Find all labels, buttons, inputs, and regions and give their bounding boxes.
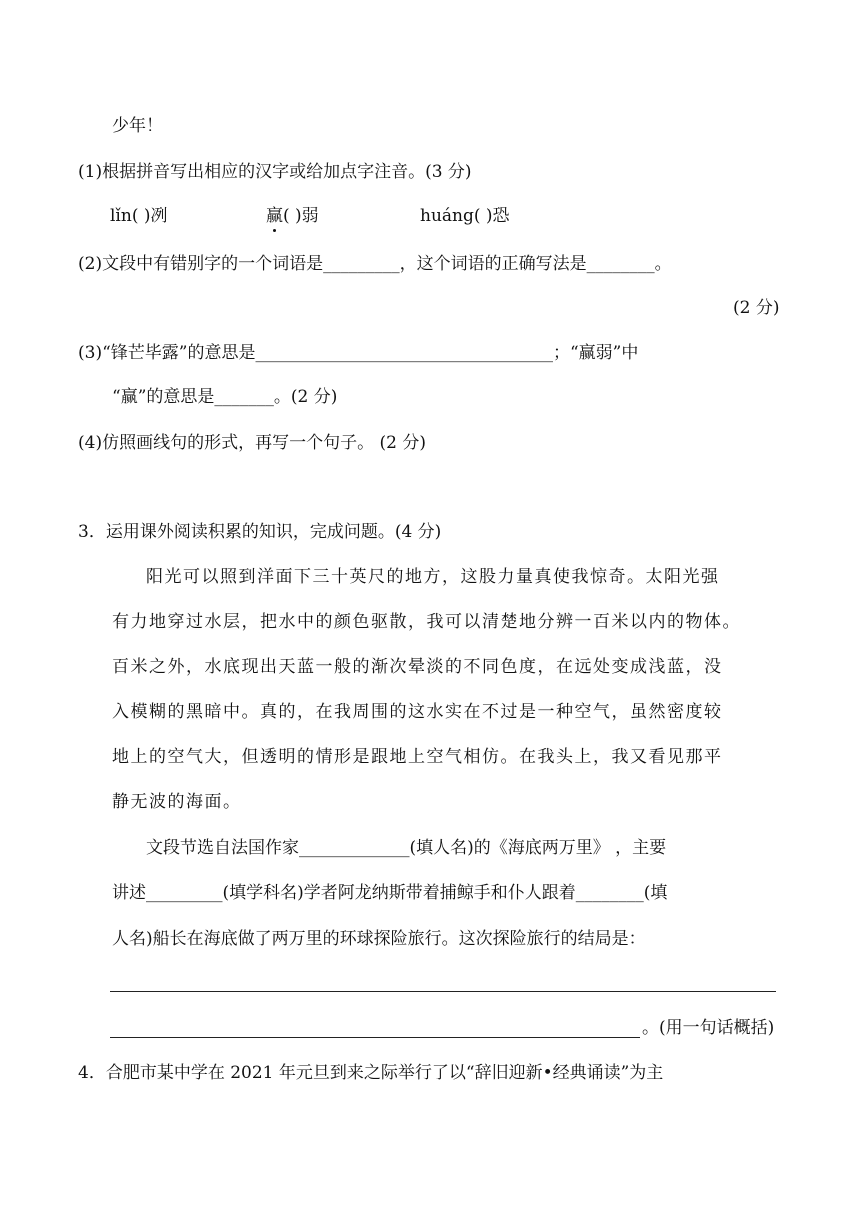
q2-sub2-score: (2 分) bbox=[733, 298, 780, 318]
q2-sub2-prompt: (2)文段中有错别字的一个词语是_________，这个词语的正确写法是________。 bbox=[78, 254, 672, 274]
q3-fill-line: 文段节选自法国作家_____________(填人名)的《海底两万里》 ，主要 bbox=[146, 838, 667, 858]
passage-line: 有力地穿过水层，把水中的颜色驱散，我可以清楚地分辨一百米以内的物体。 bbox=[112, 612, 741, 632]
q2-sub1-prompt: (1)根据拼音写出相应的汉字或给加点字注音。(3 分) bbox=[78, 162, 472, 182]
answer-line bbox=[110, 1037, 640, 1038]
pinyin-item-lei: 赢( )弱 bbox=[266, 206, 319, 226]
q2-sub3-prompt: (3)“锋芒毕露”的意思是___________________________________；“赢弱”中 bbox=[78, 343, 639, 363]
passage-line: 阳光可以照到洋面下三十英尺的地方，这股力量真使我惊奇。太阳光强 bbox=[146, 567, 720, 587]
passage-line: 静无波的海面。 bbox=[112, 792, 242, 812]
q2-sub4-prompt: (4)仿照画线句的形式，再写一个句子。 (2 分) bbox=[78, 433, 426, 453]
pinyin-item-lin: lǐn( )冽 bbox=[110, 206, 168, 226]
answer-suffix: 。(用一句话概括) bbox=[642, 1018, 775, 1038]
q3-heading: 3．运用课外阅读积累的知识，完成问题。(4 分) bbox=[78, 522, 442, 542]
q4-heading: 4．合肥市某中学在 2021 年元旦到来之际举行了以“辞旧迎新•经典诵读”为主 bbox=[78, 1063, 664, 1083]
passage-line: 入模糊的黑暗中。真的，在我周围的这水实在不过是一种空气，虽然密度较 bbox=[112, 702, 723, 722]
q3-fill-line: 人名)船长在海底做了两万里的环球探险旅行。这次探险旅行的结局是： bbox=[112, 929, 646, 949]
passage-line: 百米之外，水底现出天蓝一般的渐次晕淡的不同色度，在远处变成浅蓝，没 bbox=[112, 657, 723, 677]
passage-line: 地上的空气大，但透明的情形是跟地上空气相仿。在我头上，我又看见那平 bbox=[112, 747, 723, 767]
q2-sub3-prompt-cont: “赢”的意思是_______。(2 分) bbox=[112, 387, 338, 407]
q3-fill-line: 讲述_________(填学科名)学者阿龙纳斯带着捕鲸手和仆人跟着________(填 bbox=[112, 883, 668, 903]
q2-passage-tail: 少年！ bbox=[112, 116, 163, 136]
dotted-char: 赢 bbox=[266, 206, 283, 226]
pinyin-item-huang: huáng( )恐 bbox=[420, 206, 510, 226]
answer-line bbox=[110, 991, 776, 992]
